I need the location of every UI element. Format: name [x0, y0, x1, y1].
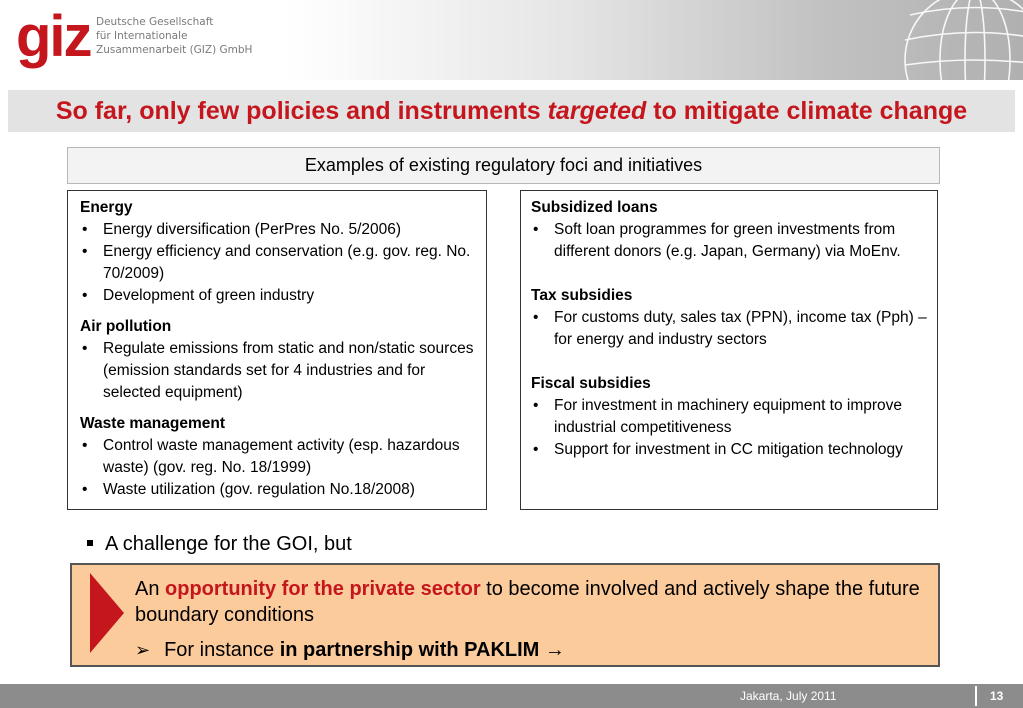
- opportunity-highlight: opportunity for the private sector: [165, 578, 481, 600]
- partnership-line: [135, 637, 565, 663]
- page-title: [8, 90, 1015, 132]
- list-item: • Energy efficiency and conservation (e.g. gov. reg. No. 70/2009): [80, 241, 476, 285]
- section-heading-tax-subsidies: Tax subsidies: [531, 287, 633, 304]
- title-bar: [8, 90, 1015, 132]
- list-item: • Regulate emissions from static and non/static sources (emission standards set for 4 industries and for selected equipment): [80, 338, 476, 404]
- footer: [0, 684, 1023, 708]
- partnership-bold: in partnership with PAKLIM: [279, 639, 540, 661]
- challenge-text: A challenge for the GOI, but: [105, 533, 352, 555]
- red-arrow-icon: [90, 573, 124, 653]
- footer-divider: [975, 686, 977, 706]
- list-item: • Energy diversification (PerPres No. 5/2006): [80, 219, 476, 241]
- energy-list: [80, 219, 476, 307]
- footer-date: Jakarta, July 2011: [740, 689, 837, 703]
- list-item: • For customs duty, sales tax (PPN), income tax (Pph) – for energy and industry sectors: [531, 307, 927, 351]
- regulatory-foci-box: [67, 190, 487, 510]
- org-line-1: Deutsche Gesellschaft: [96, 16, 214, 28]
- square-bullet-icon: [87, 540, 93, 546]
- tax-subsidies-list: [531, 307, 927, 351]
- org-line-3: Zusammenarbeit (GIZ) GmbH: [96, 44, 253, 56]
- section-heading-subsidized-loans: Subsidized loans: [531, 199, 658, 216]
- arrow-right-icon: →: [544, 639, 565, 661]
- section-heading-waste-management: Waste management: [80, 415, 225, 432]
- section-heading-fiscal-subsidies: Fiscal subsidies: [531, 375, 651, 392]
- waste-management-list: [80, 435, 476, 501]
- list-item: • Support for investment in CC mitigation technology: [531, 439, 927, 461]
- section-heading-energy: Energy: [80, 199, 133, 216]
- title-part-1: So far, only few policies and instruments: [55, 97, 548, 125]
- chevron-right-icon: ➢: [135, 640, 151, 660]
- giz-logo: giz: [16, 4, 91, 69]
- opportunity-callout: [70, 563, 940, 667]
- globe-icon: [900, 0, 1023, 80]
- list-item: • Control waste management activity (esp. hazardous waste) (gov. reg. No. 18/1999): [80, 435, 476, 479]
- list-item: • For investment in machinery equipment to improve industrial competitiveness: [531, 395, 927, 439]
- header: [0, 0, 1023, 80]
- air-pollution-list: [80, 338, 476, 404]
- page-number: 13: [990, 689, 1004, 703]
- initiatives-box: [520, 190, 938, 510]
- opportunity-lead: An: [135, 578, 166, 600]
- fiscal-subsidies-list: [531, 395, 927, 461]
- list-item: • Waste utilization (gov. regulation No.18/2008): [80, 479, 476, 501]
- org-line-2: für Internationale: [96, 30, 188, 42]
- list-item: • Development of green industry: [80, 285, 476, 307]
- organization-name: [96, 15, 252, 57]
- title-part-2: to mitigate climate change: [646, 97, 968, 125]
- list-item: • Soft loan programmes for green investments from different donors (e.g. Japan, Germany) via MoEnv.: [531, 219, 927, 263]
- title-emphasis: targeted: [547, 97, 647, 125]
- opportunity-rest: to become involved and actively shape the future boundary conditions: [135, 578, 920, 626]
- subtitle-box: Examples of existing regulatory foci and initiatives: [67, 147, 940, 184]
- challenge-bullet: [87, 530, 352, 558]
- partnership-prefix: For instance: [164, 639, 280, 661]
- section-heading-air-pollution: Air pollution: [80, 318, 172, 335]
- opportunity-text: [135, 576, 925, 628]
- subsidized-loans-list: [531, 219, 927, 263]
